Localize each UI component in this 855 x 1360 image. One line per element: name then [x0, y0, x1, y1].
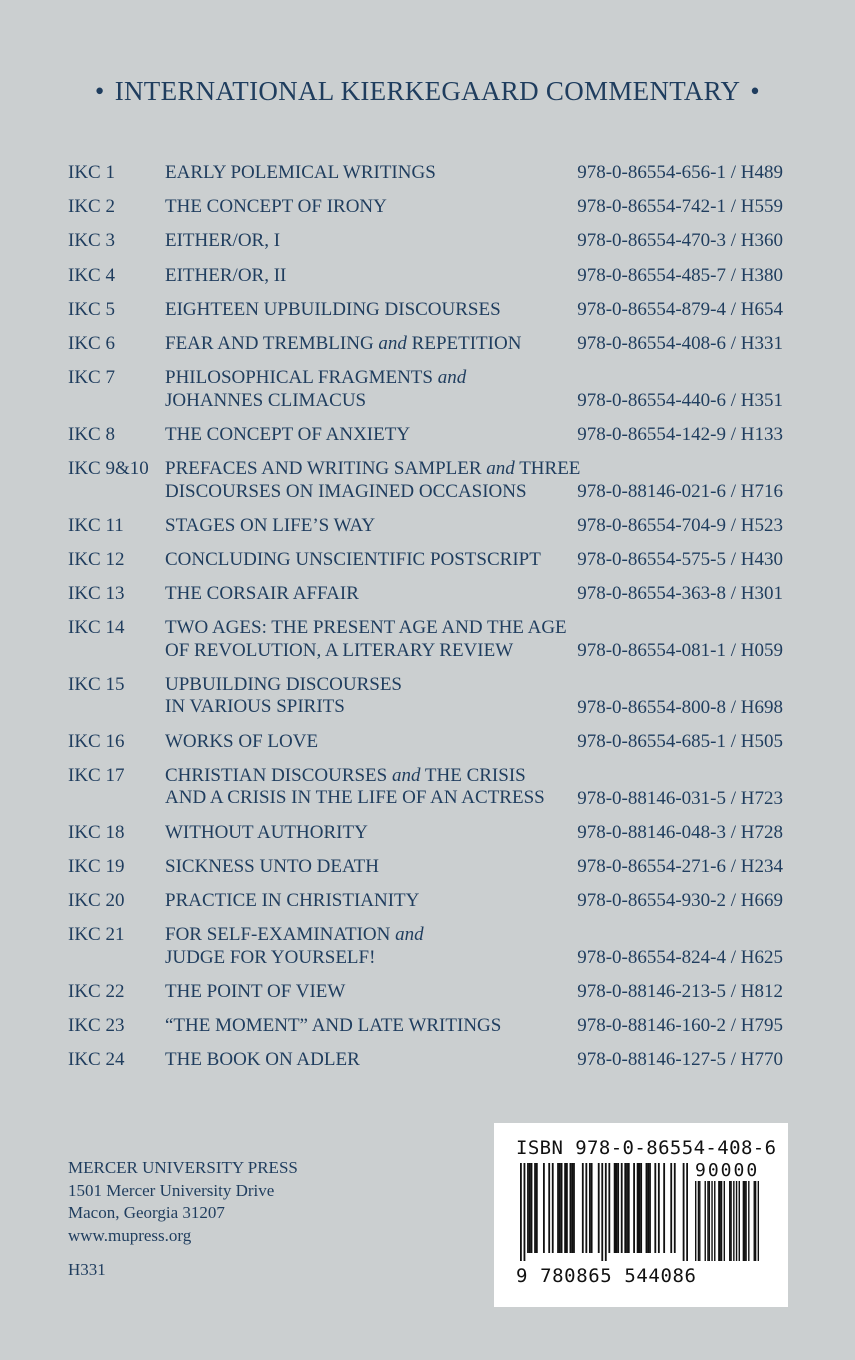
barcode-bar [654, 1163, 656, 1253]
title-conjunction: and [486, 458, 515, 479]
volume-row [0, 545, 855, 579]
volume-isbn: 978-0-88146-213-5 / H812 [577, 980, 783, 1002]
barcode-bar [628, 1163, 630, 1253]
volume-number: IKC 21 [68, 924, 125, 946]
volume-row [0, 977, 855, 1011]
volume-isbn: 978-0-86554-742-1 / H559 [577, 196, 783, 218]
volume-title-line [165, 640, 590, 663]
volume-number: IKC 23 [68, 1014, 125, 1036]
addon-bar [736, 1181, 737, 1261]
volume-row [0, 363, 855, 420]
volume-title [165, 924, 590, 969]
addon-bar [744, 1181, 745, 1261]
volume-title [165, 515, 590, 538]
title-segment: AND A CRISIS IN THE LIFE OF AN ACTRESS [165, 787, 545, 809]
addon-bar [720, 1181, 721, 1261]
barcode-bar [585, 1163, 587, 1253]
volume-title-line [165, 1049, 590, 1072]
volume-number: IKC 2 [68, 196, 115, 218]
title-segment: EITHER/OR, II [165, 264, 287, 286]
volume-number: IKC 8 [68, 423, 115, 445]
volume-number: IKC 4 [68, 264, 115, 286]
volume-row [0, 1045, 855, 1079]
volume-row [0, 920, 855, 977]
volume-row [0, 613, 855, 670]
volume-title-line [165, 230, 590, 253]
barcode-bar [626, 1163, 628, 1253]
title-conjunction: and [391, 764, 421, 786]
addon-bar [758, 1181, 759, 1261]
barcode-bar [624, 1163, 626, 1253]
volume-title [165, 1015, 590, 1038]
barcode-bar [663, 1163, 665, 1253]
barcode-bar [524, 1163, 526, 1261]
barcode-bar [527, 1163, 529, 1253]
barcode-bar [617, 1163, 619, 1253]
title-segment: WITHOUT AUTHORITY [165, 821, 368, 843]
barcode-bar [649, 1163, 651, 1253]
volume-row [0, 329, 855, 363]
addon-bar [721, 1181, 722, 1261]
volume-isbn: 978-0-86554-824-4 / H625 [577, 947, 783, 969]
volume-number: IKC 20 [68, 889, 125, 911]
publisher-block [68, 1157, 298, 1247]
volume-title-line [165, 856, 590, 879]
barcode-bar [614, 1163, 616, 1253]
volume-isbn: 978-0-86554-704-9 / H523 [577, 514, 783, 536]
barcode-addon-digits: 90000 [695, 1160, 760, 1181]
volume-isbn: 978-0-86554-271-6 / H234 [577, 855, 783, 877]
title-conjunction: and [378, 332, 407, 354]
title-segment: PREFACES AND WRITING SAMPLER [165, 458, 487, 479]
barcode-bar [621, 1163, 623, 1253]
volume-title-line [165, 696, 590, 719]
volume-isbn: 978-0-88146-021-6 / H716 [577, 481, 783, 503]
title-segment: UPBUILDING DISCOURSES [165, 673, 402, 695]
barcode-bar [552, 1163, 554, 1253]
title-segment: PRACTICE IN CHRISTIANITY [165, 889, 420, 911]
volume-row [0, 670, 855, 727]
volume-title-line [165, 1015, 590, 1038]
volume-title [165, 981, 590, 1004]
addon-bar [705, 1181, 706, 1261]
addon-bar [739, 1181, 740, 1261]
volume-title-line [165, 787, 590, 810]
title-segment: OF REVOLUTION, A LITERARY REVIEW [165, 639, 514, 661]
addon-bar [748, 1181, 749, 1261]
volume-row [0, 295, 855, 329]
addon-bar [730, 1181, 731, 1261]
volume-number: IKC 13 [68, 583, 125, 605]
barcode-bar [601, 1163, 603, 1261]
barcode-bar [598, 1163, 600, 1253]
volume-isbn: 978-0-86554-485-7 / H380 [577, 264, 783, 286]
volume-row [0, 454, 855, 511]
barcode-bar [559, 1163, 561, 1253]
title-segment: EARLY POLEMICAL WRITINGS [165, 162, 436, 183]
volume-number: IKC 14 [68, 617, 125, 639]
volume-title [165, 765, 590, 810]
volume-title [165, 162, 590, 185]
addon-bar [718, 1181, 719, 1261]
barcode-bar [640, 1163, 642, 1253]
title-segment: JUDGE FOR YOURSELF! [165, 946, 376, 968]
volume-row [0, 420, 855, 454]
volume-title-line [165, 481, 590, 504]
barcode-bar [633, 1163, 635, 1253]
volume-row [0, 818, 855, 852]
title-segment: EITHER/OR, I [165, 230, 281, 252]
volume-row [0, 511, 855, 545]
title-segment: PHILOSOPHICAL FRAGMENTS [165, 367, 438, 389]
title-segment: THE BOOK ON ADLER [165, 1049, 360, 1071]
publisher-street: 1501 Mercer University Drive [68, 1180, 275, 1200]
volume-title-line [165, 515, 590, 538]
volume-isbn: 978-0-86554-879-4 / H654 [577, 298, 783, 320]
barcode-bar [638, 1163, 640, 1253]
volume-title [165, 890, 590, 913]
barcode-bar [658, 1163, 660, 1253]
volume-isbn: 978-0-86554-470-3 / H360 [577, 230, 783, 252]
addon-bar [754, 1181, 755, 1261]
volume-title-line [165, 196, 590, 219]
volume-title-line [165, 981, 590, 1004]
series-title [0, 76, 855, 107]
volume-number: IKC 18 [68, 821, 125, 843]
barcode-bar [589, 1163, 591, 1253]
volume-isbn: 978-0-86554-685-1 / H505 [577, 730, 783, 752]
publisher-name: MERCER UNIVERSITY PRESS [68, 1158, 298, 1177]
volume-title [165, 856, 590, 879]
bullet-left: • [94, 76, 105, 106]
volume-title-line [165, 617, 590, 640]
volume-title [165, 424, 590, 447]
title-segment: CHRISTIAN DISCOURSES [165, 764, 392, 786]
volume-number: IKC 16 [68, 730, 125, 752]
barcode-bar [566, 1163, 568, 1253]
volume-number: IKC 11 [68, 514, 124, 536]
volume-title-line [165, 458, 590, 481]
series-title-text: INTERNATIONAL KIERKEGAARD COMMENTARY [114, 76, 741, 106]
volume-title-line [165, 890, 590, 913]
barcode-bar [543, 1163, 545, 1253]
title-conjunction: and [395, 924, 424, 946]
volume-isbn: 978-0-86554-575-5 / H430 [577, 548, 783, 570]
barcode-bar [529, 1163, 531, 1253]
volume-title-line [165, 424, 590, 447]
volume-title [165, 299, 590, 322]
volume-title [165, 230, 590, 253]
title-segment: “THE MOMENT” AND LATE WRITINGS [165, 1014, 502, 1036]
addon-bar [707, 1181, 708, 1261]
volume-title-line [165, 299, 590, 322]
volume-number: IKC 19 [68, 855, 125, 877]
volume-title [165, 674, 590, 719]
addon-bar [724, 1181, 725, 1261]
barcode-bar [536, 1163, 538, 1253]
volume-isbn: 978-0-88146-127-5 / H770 [577, 1049, 783, 1071]
barcode-box [494, 1123, 788, 1307]
barcode-bar [582, 1163, 584, 1253]
title-conjunction: and [437, 367, 467, 389]
volume-title-line [165, 924, 590, 947]
volume-isbn: 978-0-86554-656-1 / H489 [577, 162, 783, 183]
volume-row [0, 1011, 855, 1045]
barcode-bar [570, 1163, 572, 1253]
volume-title [165, 617, 590, 662]
volume-row [0, 761, 855, 818]
volume-isbn: 978-0-88146-031-5 / H723 [577, 788, 783, 809]
volume-title [165, 822, 590, 845]
barcode-bar [605, 1163, 607, 1261]
volume-isbn: 978-0-86554-930-2 / H669 [577, 889, 783, 911]
volume-number: IKC 6 [68, 332, 115, 354]
addon-bar [698, 1181, 699, 1261]
volume-title-line [165, 265, 590, 288]
barcode-bar [608, 1163, 610, 1253]
title-segment: FEAR AND TREMBLING [165, 332, 379, 354]
title-segment: FOR SELF-EXAMINATION [165, 924, 396, 946]
barcode-bar [683, 1163, 685, 1261]
volume-number: IKC 1 [68, 162, 115, 183]
title-segment: CONCLUDING UNSCIENTIFIC POSTSCRIPT [165, 548, 541, 570]
volume-row [0, 886, 855, 920]
volume-row [0, 261, 855, 295]
addon-bar [743, 1181, 744, 1261]
barcode-bar [534, 1163, 536, 1253]
volume-number: IKC 7 [68, 367, 115, 389]
barcode-bar [670, 1163, 672, 1253]
title-segment: IN VARIOUS SPIRITS [165, 696, 345, 718]
barcode-bar [531, 1163, 533, 1253]
title-segment: WORKS OF LOVE [165, 730, 319, 752]
volume-row [0, 852, 855, 886]
volume-title [165, 196, 590, 219]
volume-title-line [165, 549, 590, 572]
barcode-bar [548, 1163, 550, 1253]
barcode-bar [591, 1163, 593, 1253]
barcode-bar [520, 1163, 522, 1261]
addon-bar [745, 1181, 746, 1261]
volume-number: IKC 17 [68, 764, 125, 786]
volume-number: IKC 3 [68, 230, 115, 252]
addon-barcode [695, 1181, 759, 1261]
price-code: H331 [68, 1260, 106, 1279]
volume-title [165, 265, 590, 288]
volume-number: IKC 5 [68, 298, 115, 320]
volume-title-line [165, 765, 590, 788]
volume-title-line [165, 162, 590, 185]
barcode-bar [561, 1163, 563, 1253]
volume-row [0, 192, 855, 226]
volume-number: IKC 22 [68, 980, 125, 1002]
volume-number: IKC 9&10 [68, 458, 149, 479]
volume-title-line [165, 333, 590, 356]
title-segment: THE CORSAIR AFFAIR [165, 583, 359, 605]
barcode-bar [615, 1163, 617, 1253]
addon-bar [695, 1181, 696, 1261]
ean-barcode [520, 1163, 688, 1261]
addon-bar [755, 1181, 756, 1261]
addon-bar [729, 1181, 730, 1261]
volume-number: IKC 15 [68, 673, 125, 695]
barcode-bar [646, 1163, 648, 1253]
volume-number: IKC 24 [68, 1049, 125, 1071]
barcode-bar [647, 1163, 649, 1253]
title-segment: JOHANNES CLIMACUS [165, 389, 367, 411]
barcode-bar [571, 1163, 573, 1253]
addon-bar [714, 1181, 715, 1261]
volume-title [165, 367, 590, 412]
publisher-city: Macon, Georgia 31207 [68, 1203, 225, 1223]
title-segment: THE CONCEPT OF IRONY [165, 196, 387, 218]
title-segment: THE POINT OF VIEW [165, 980, 346, 1002]
volume-number: IKC 12 [68, 548, 125, 570]
barcode-bar [564, 1163, 566, 1253]
volume-isbn: 978-0-88146-160-2 / H795 [577, 1014, 783, 1036]
volume-isbn: 978-0-86554-408-6 / H331 [577, 332, 783, 354]
title-segment: THE CONCEPT OF ANXIETY [165, 423, 411, 445]
volume-title-line [165, 583, 590, 606]
volume-title-line [165, 731, 590, 754]
barcode-bar [557, 1163, 559, 1253]
volume-isbn: 978-0-86554-363-8 / H301 [577, 583, 783, 605]
barcode-bar [686, 1163, 688, 1261]
volume-row [0, 158, 855, 192]
volume-isbn: 978-0-86554-800-8 / H698 [577, 697, 783, 719]
title-segment: TWO AGES: THE PRESENT AGE AND THE AGE [165, 617, 567, 639]
title-segment: THREE [514, 458, 581, 479]
volume-title [165, 583, 590, 606]
volume-title [165, 458, 590, 503]
volume-isbn: 978-0-86554-081-1 / H059 [577, 640, 783, 662]
volume-isbn: 978-0-86554-440-6 / H351 [577, 390, 783, 412]
volume-list [0, 158, 855, 1079]
volume-row [0, 727, 855, 761]
volume-title [165, 549, 590, 572]
bullet-right: • [750, 76, 761, 106]
barcode-bar [573, 1163, 575, 1253]
volume-title [165, 731, 590, 754]
barcode-bar [637, 1163, 639, 1253]
volume-title-line [165, 390, 590, 413]
addon-bar [711, 1181, 712, 1261]
volume-title-line [165, 367, 590, 390]
barcode-isbn-label: ISBN 978-0-86554-408-6 [516, 1137, 777, 1159]
addon-bar [733, 1181, 734, 1261]
title-segment: EIGHTEEN UPBUILDING DISCOURSES [165, 298, 501, 320]
title-segment: REPETITION [406, 332, 522, 354]
title-segment: SICKNESS UNTO DEATH [165, 855, 379, 877]
title-segment: STAGES ON LIFE’S WAY [165, 514, 376, 536]
volume-row [0, 579, 855, 613]
barcode-bar [674, 1163, 676, 1253]
title-segment: DISCOURSES ON IMAGINED OCCASIONS [165, 480, 527, 502]
publisher-website: www.mupress.org [68, 1225, 192, 1245]
title-segment: THE CRISIS [420, 764, 526, 786]
volume-title-line [165, 822, 590, 845]
addon-bar [699, 1181, 700, 1261]
barcode-ean-digits: 9 780865 544086 [516, 1265, 697, 1287]
volume-isbn: 978-0-88146-048-3 / H728 [577, 821, 783, 843]
volume-title-line [165, 674, 590, 697]
volume-isbn: 978-0-86554-142-9 / H133 [577, 423, 783, 445]
addon-bar [709, 1181, 710, 1261]
volume-row [0, 226, 855, 260]
volume-title [165, 333, 590, 356]
volume-title-line [165, 947, 590, 970]
volume-title [165, 1049, 590, 1072]
